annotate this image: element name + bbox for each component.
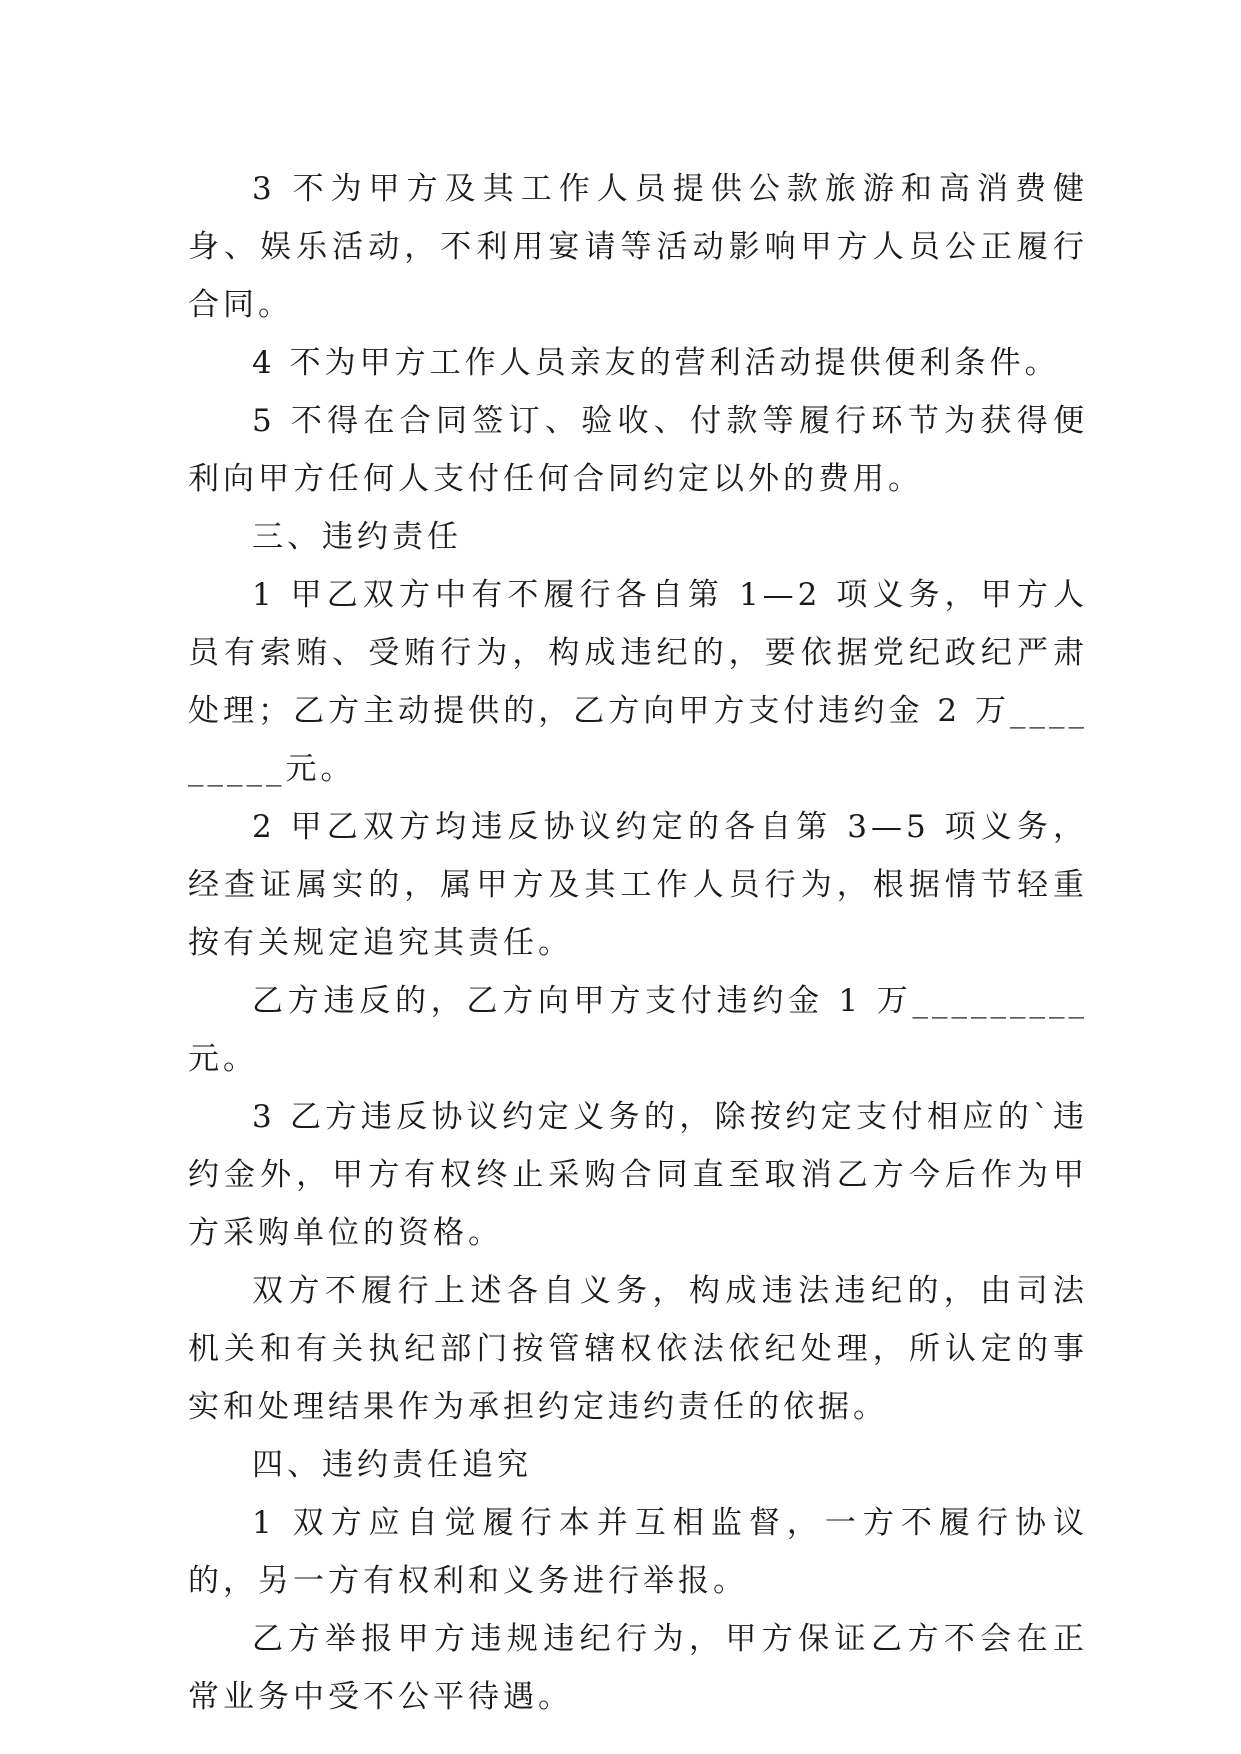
pursuit-clause-1: 1 双方应自觉履行本并互相监督，一方不履行协议的，另一方有权利和义务进行举报。 — [188, 1505, 1088, 1599]
section-heading-liability: 三、违约责任 — [252, 519, 462, 555]
clause-3-no-travel-entertainment: 3 不为甲方及其工作人员提供公款旅游和高消费健身、娱乐活动，不利用宴请等活动影响甲方人员公正履行合同。 — [188, 171, 1088, 323]
clause-5-no-extra-fees: 5 不得在合同签订、验收、付款等履行环节为获得便利向甲方任何人支付任何合同约定以外的费用。 — [188, 403, 1088, 497]
liability-clause-2-party-b: 乙方违反的，乙方向甲方支付违约金 1 万_________元。 — [188, 983, 1088, 1077]
liability-clause-1: 1 甲乙双方中有不履行各自第 1—2 项义务，甲方人员有索贿、受贿行为，构成违纪的，要依据党纪政纪严肃处理；乙方主动提供的，乙方向甲方支付违约金 2 万_________元。 — [188, 577, 1088, 787]
liability-clause-2: 2 甲乙双方均违反协议约定的各自第 3—5 项义务，经查证属实的，属甲方及其工作人员行为，根据情节轻重按有关规定追究其责任。 — [188, 809, 1088, 961]
document-body — [188, 160, 1088, 1726]
liability-legal-handling: 双方不履行上述各自义务，构成违法违纪的，由司法机关和有关执纪部门按管辖权依法依纪处理，所认定的事实和处理结果作为承担约定违约责任的依据。 — [188, 1273, 1088, 1425]
liability-clause-3: 3 乙方违反协议约定义务的，除按约定支付相应的`违约金外，甲方有权终止采购合同直至取消乙方今后作为甲方采购单位的资格。 — [188, 1099, 1088, 1251]
clause-4-no-relatives-business: 4 不为甲方工作人员亲友的营利活动提供便利条件。 — [252, 345, 1060, 381]
section-heading-pursuit: 四、违约责任追究 — [252, 1447, 532, 1483]
pursuit-clause-report-protection: 乙方举报甲方违规违纪行为，甲方保证乙方不会在正常业务中受不公平待遇。 — [188, 1621, 1088, 1715]
